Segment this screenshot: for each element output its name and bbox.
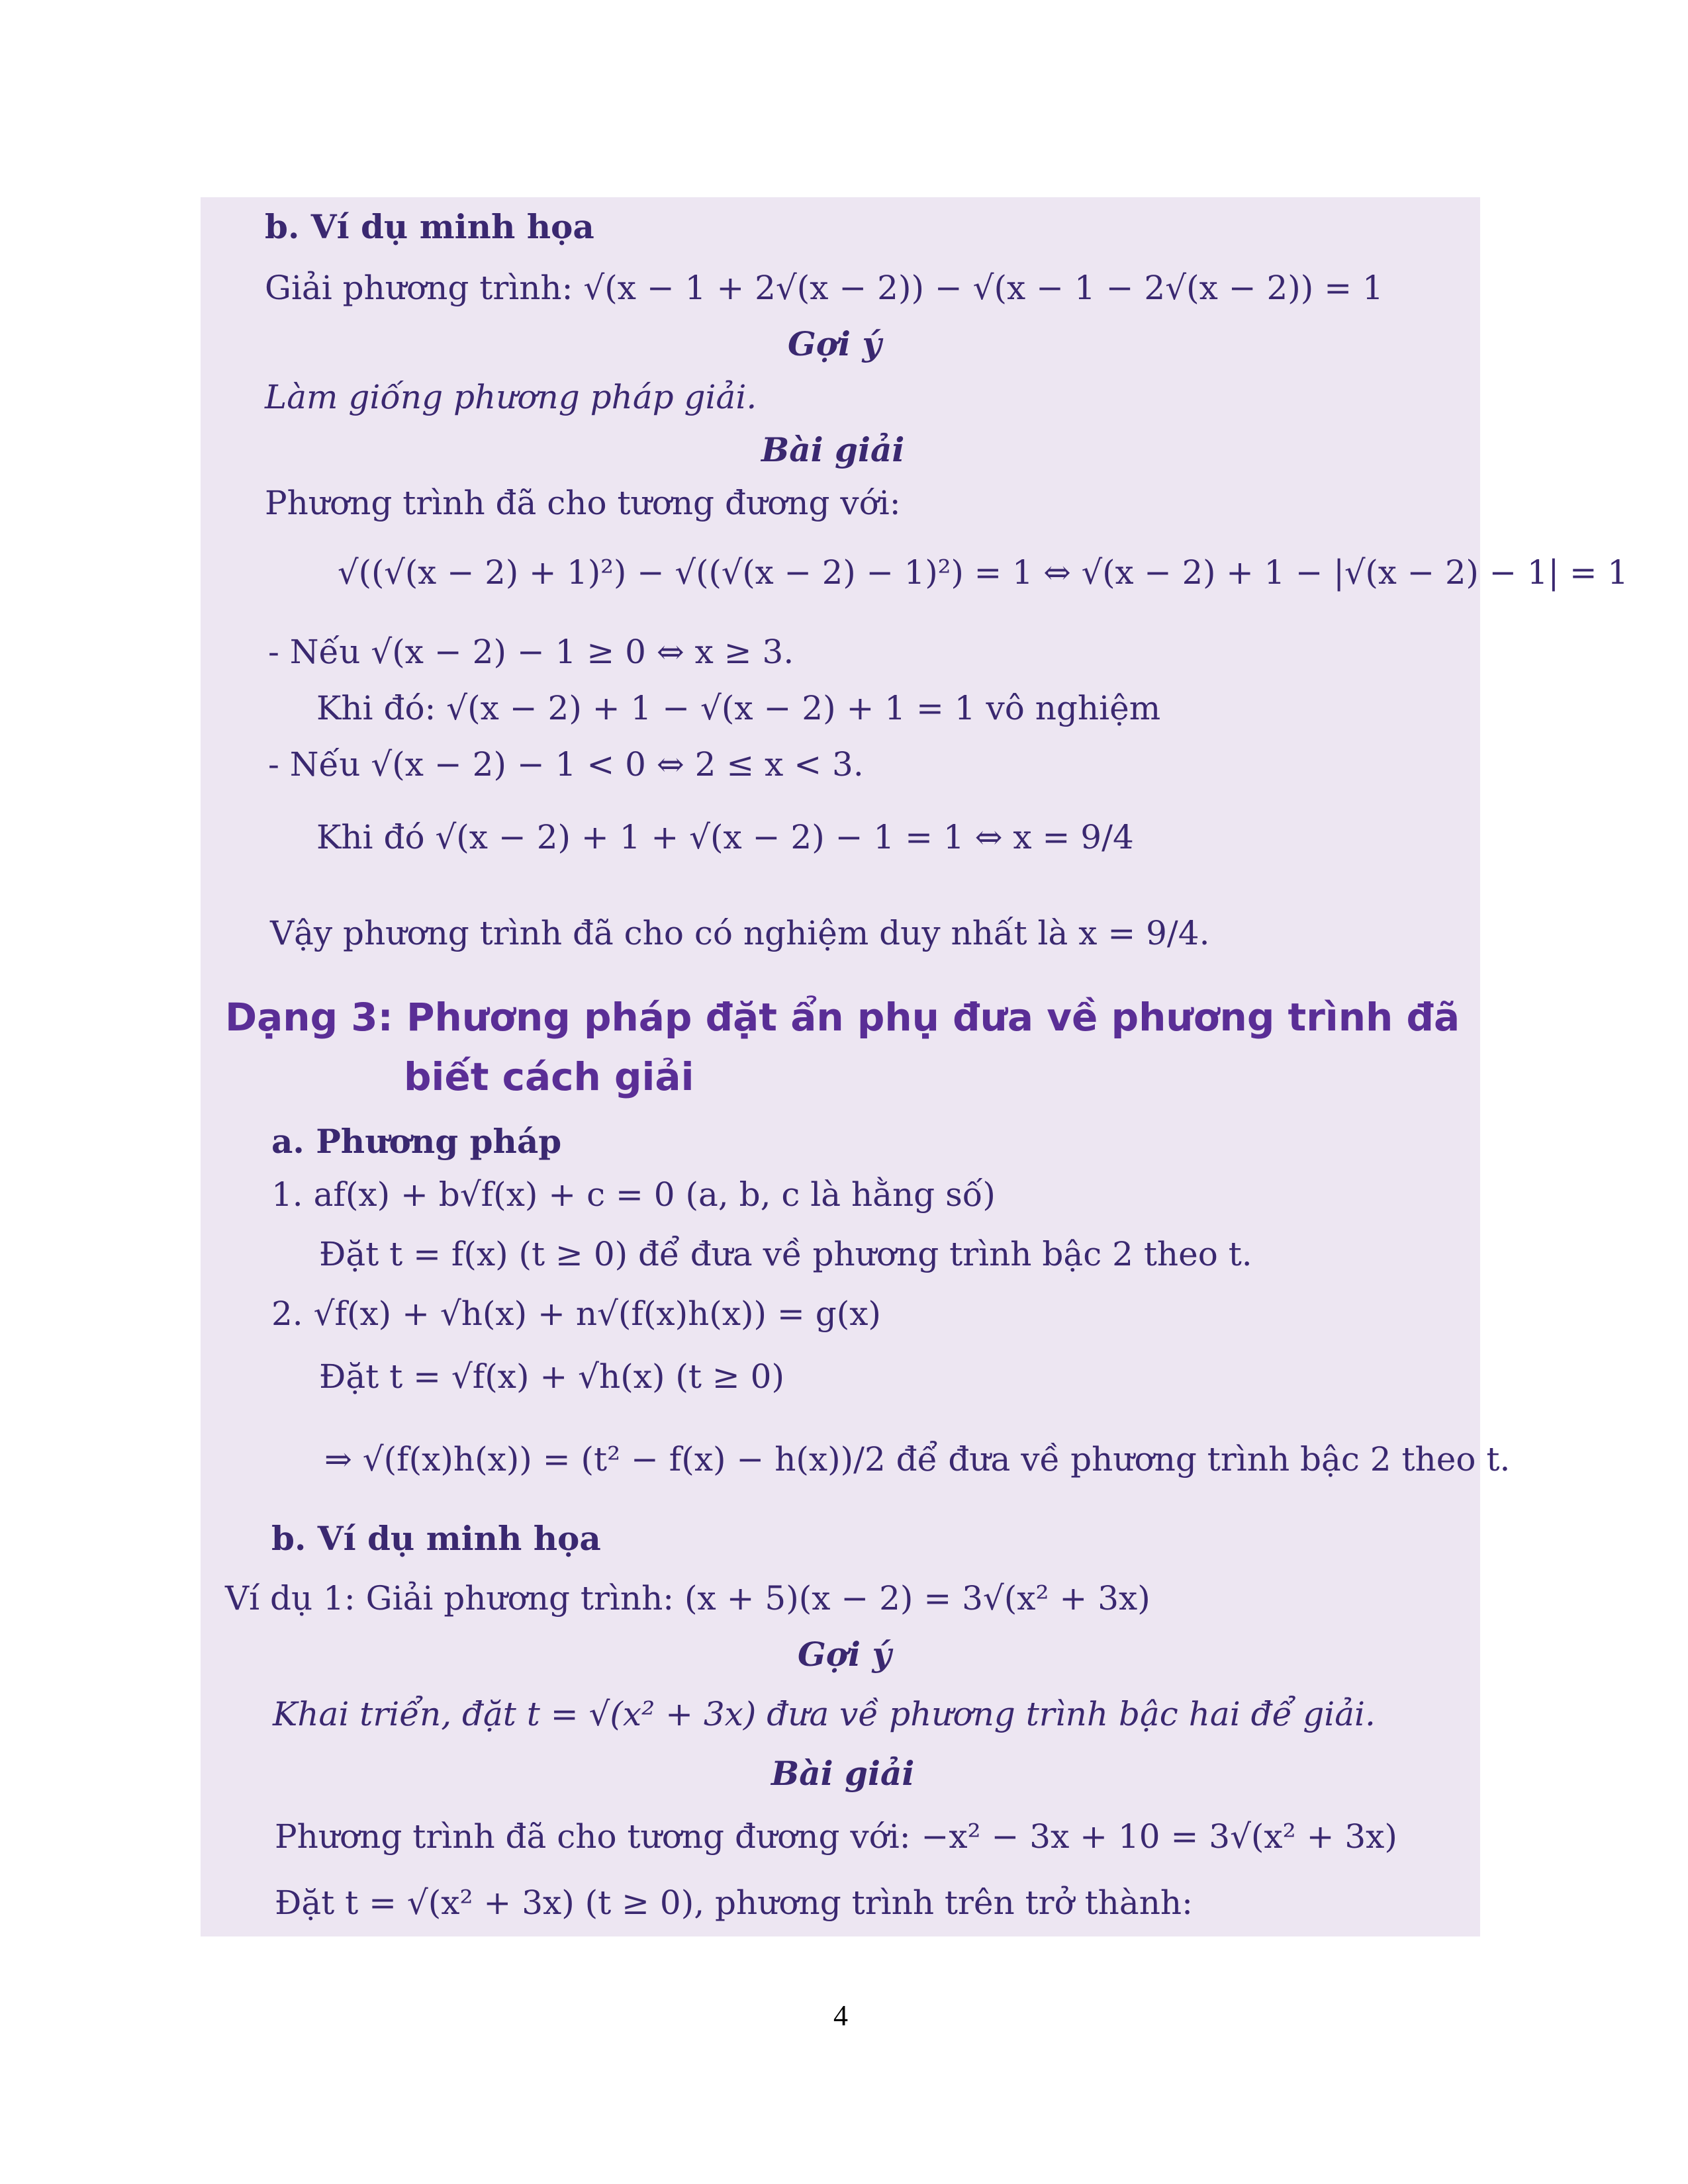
method-1-substitution: Đặt t = f(x) (t ≥ 0) để đưa về phương trình bậc 2 theo t. xyxy=(319,1235,1252,1273)
example-heading-2: b. Ví dụ minh họa xyxy=(271,1519,601,1558)
case-1-result: Khi đó: √(x − 2) + 1 − √(x − 2) + 1 = 1 vô nghiệm xyxy=(316,689,1161,727)
section-title-line-1: Dạng 3: Phương pháp đặt ẩn phụ đưa về phương trình đã xyxy=(225,995,1460,1040)
section-title-line-2: biết cách giải xyxy=(404,1054,694,1099)
example-1-equivalence: Phương trình đã cho tương đương với: −x² − 3x + 10 = 3√(x² + 3x) xyxy=(275,1817,1397,1856)
method-2: 2. √f(x) + √h(x) + n√(f(x)h(x)) = g(x) xyxy=(271,1295,881,1333)
hint-text-2: Khai triển, đặt t = √(x² + 3x) đưa về phương trình bậc hai để giải. xyxy=(273,1695,1376,1733)
heading-example: b. Ví dụ minh họa xyxy=(265,207,594,246)
solution-heading-2: Bài giải xyxy=(771,1754,915,1793)
method-2-derivation: ⇒ √(f(x)h(x)) = (t² − f(x) − h(x))/2 để đưa về phương trình bậc 2 theo t. xyxy=(324,1440,1511,1479)
hint-heading-2: Gợi ý xyxy=(798,1635,892,1674)
hint-text: Làm giống phương pháp giải. xyxy=(265,378,757,416)
case-2: - Nếu √(x − 2) − 1 < 0 ⇔ 2 ≤ x < 3. xyxy=(268,745,864,784)
page-number: 4 xyxy=(833,1999,848,2032)
case-1: - Nếu √(x − 2) − 1 ≥ 0 ⇔ x ≥ 3. xyxy=(268,633,794,671)
solution-heading: Bài giải xyxy=(761,430,905,469)
method-1: 1. af(x) + b√f(x) + c = 0 (a, b, c là hằng số) xyxy=(271,1175,996,1214)
example-1-substitution: Đặt t = √(x² + 3x) (t ≥ 0), phương trình trên trở thành: xyxy=(275,1884,1193,1922)
conclusion: Vậy phương trình đã cho có nghiệm duy nhất là x = 9/4. xyxy=(270,914,1210,952)
case-2-result: Khi đó √(x − 2) + 1 + √(x − 2) − 1 = 1 ⇔ x = 9/4 xyxy=(316,818,1134,856)
hint-heading: Gợi ý xyxy=(788,324,882,363)
example-1-statement: Ví dụ 1: Giải phương trình: (x + 5)(x − 2) = 3√(x² + 3x) xyxy=(225,1579,1150,1617)
method-heading: a. Phương pháp xyxy=(271,1122,562,1161)
equivalence-equation: √((√(x − 2) + 1)²) − √((√(x − 2) − 1)²) = 1 ⇔ √(x − 2) + 1 − |√(x − 2) − 1| = 1 xyxy=(338,553,1628,592)
problem-statement: Giải phương trình: √(x − 1 + 2√(x − 2)) − √(x − 1 − 2√(x − 2)) = 1 xyxy=(265,269,1383,307)
method-2-substitution: Đặt t = √f(x) + √h(x) (t ≥ 0) xyxy=(319,1357,784,1396)
equivalence-intro: Phương trình đã cho tương đương với: xyxy=(265,484,901,522)
